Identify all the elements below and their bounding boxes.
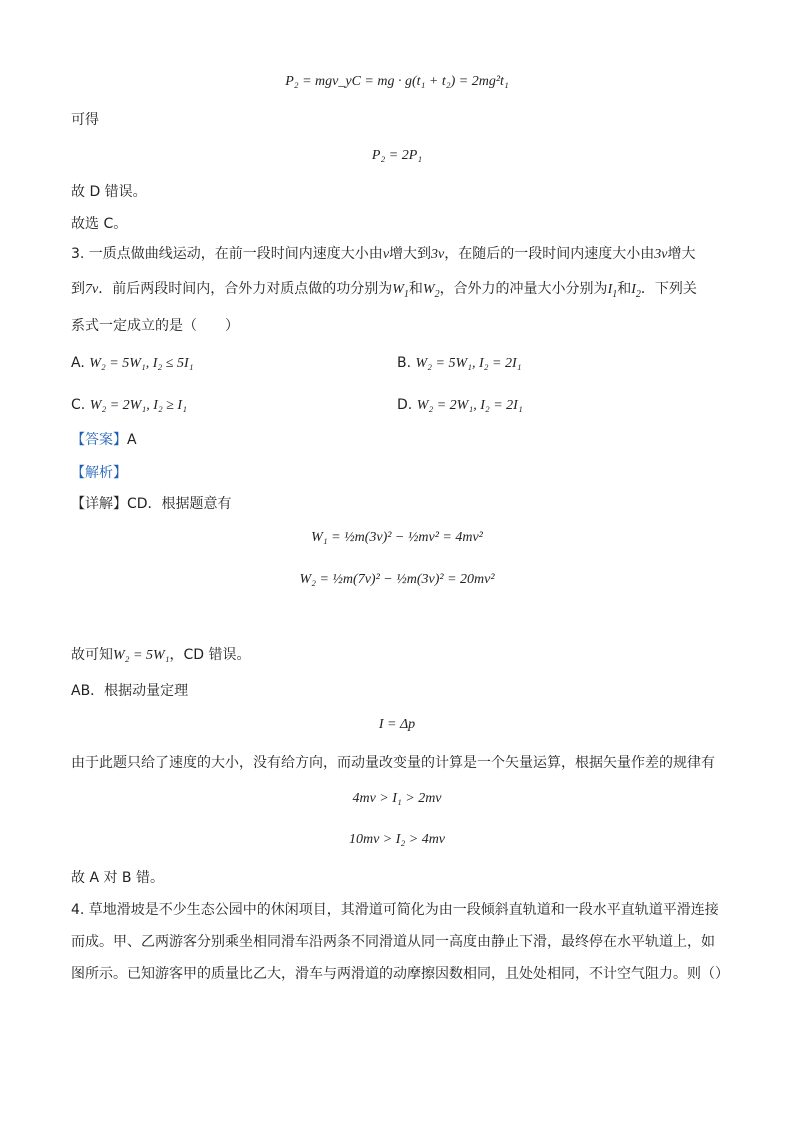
text-kede: 可得 [71,112,99,128]
equation-p2: P₂ = mgv_yC = mg · g(t₁ + t₂) = 2mg²t₁ [285,74,509,89]
equation-impulse: I = Δp [378,717,416,732]
q3-stem-line2: 到7v．前后两段时间内，合外力对质点做的功分别为$W_1$和$W_2$，合外力的冲量大小分别为$I_1$和$I_2$．下列关 [71,281,697,300]
option-b: B. W₂ = 5W₁, I₂ = 2I₁ [397,355,522,371]
option-a: A. W₂ = 5W₁, I₂ ≤ 5I₁ [71,355,194,371]
q3-stem-line1: 3. 一质点做曲线运动，在前一段时间内速度大小由v增大到3v，在随后的一段时间内速度大小由3v增大 [71,246,696,262]
equation-w1: W₁ = ½m(3v)² − ½mv² = 4mv² [311,530,483,545]
equation-p2-2p1: P₂ = 2P₁ [371,148,423,163]
q4-line1: 4. 草地滑坡是不少生态公园中的休闲项目，其滑道可简化为由一段倾斜直轨道和一段水平直轨道平滑连接 [71,902,719,918]
equation-i2: 10mv > I₂ > 4mv [348,832,446,847]
option-d: D. W₂ = 2W₁, I₂ = 2I₁ [397,397,523,413]
q3-stem-line3: 系式一定成立的是（ ） [71,318,239,334]
q4-line2: 而成。甲、乙两游客分别乘坐相同滑车沿两条不同滑道从同一高度由静止下滑，最终停在水平轨道上，如 [71,934,715,950]
vector-text: 由于此题只给了速度的大小，没有给方向，而动量改变量的计算是一个矢量运算，根据矢量作差的规律有 [71,755,715,771]
detail-line: 【详解】CD．根据题意有 [71,496,232,512]
q4-line3: 图所示。已知游客甲的质量比乙大，滑车与两滑道的动摩擦因数相同，且处处相同，不计空气阻力。则（） [71,966,729,982]
final-line: 故 A 对 B 错。 [71,870,164,886]
analysis-line: 【解析】 [71,465,127,481]
equation-i1: 4mv > I₁ > 2mv [352,791,442,806]
text-d-wrong: 故 D 错误。 [71,184,147,200]
option-c: C. W₂ = 2W₁, I₂ ≥ I₁ [71,397,187,413]
answer-line: 【答案】A [71,432,137,448]
conclusion-line: 故可知W₂ = 5W₁，CD 错误。 [71,647,251,663]
ab-line: AB．根据动量定理 [71,683,189,699]
equation-w2: W₂ = ½m(7v)² − ½m(3v)² = 20mv² [299,572,495,587]
text-choose-c: 故选 C。 [71,216,128,232]
